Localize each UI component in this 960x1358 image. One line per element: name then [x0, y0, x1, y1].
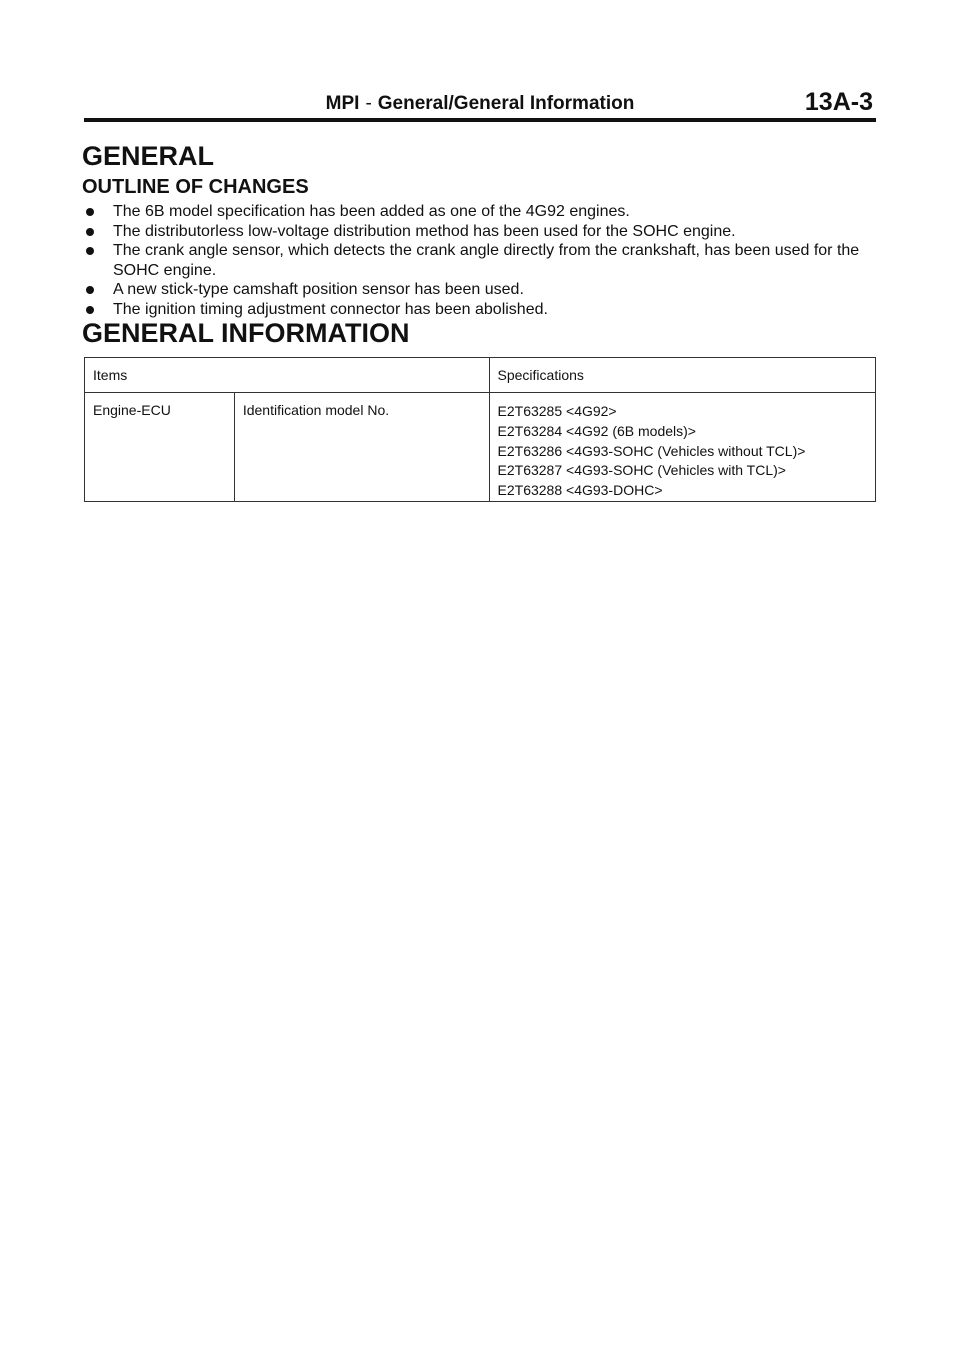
bullet-icon	[86, 247, 94, 255]
header-specifications: Specifications	[489, 358, 875, 393]
spec-line: E2T63286 <4G93-SOHC (Vehicles without TCL)>	[497, 442, 806, 459]
spec-line: E2T63287 <4G93-SOHC (Vehicles with TCL)>	[497, 462, 786, 479]
header-subtitle: General/General Information	[377, 93, 635, 114]
spec-line: E2T63284 <4G92 (6B models)>	[497, 422, 696, 439]
list-item	[84, 222, 884, 242]
header-section: MPI	[325, 93, 360, 114]
spec-line: E2T63285 <4G92>	[497, 403, 617, 419]
list-item-text: The ignition timing adjustment connector has been abolished.	[113, 300, 548, 318]
list-item	[84, 300, 884, 320]
bullet-icon	[86, 306, 94, 314]
spec-line: E2T63288 <4G93-DOHC>	[497, 482, 663, 499]
header-items: Items	[85, 358, 490, 393]
header-divider	[84, 118, 876, 122]
bullet-icon	[86, 228, 94, 236]
cell-item: Engine-ECU	[85, 393, 235, 502]
list-item-text: The 6B model specification has been added as one of the 4G92 engines.	[113, 203, 630, 220]
list-item	[84, 202, 884, 222]
outline-heading: OUTLINE OF CHANGES	[82, 176, 309, 198]
list-item	[84, 280, 884, 300]
list-item-text: A new stick-type camshaft position sensor has been used.	[113, 281, 524, 298]
bullet-icon	[86, 208, 94, 216]
general-information-heading: GENERAL INFORMATION	[82, 318, 410, 348]
cell-subitem: Identification model No.	[234, 393, 489, 502]
outline-list	[84, 202, 884, 319]
bullet-icon	[86, 286, 94, 294]
specifications-table	[84, 357, 876, 502]
page-number: 13A-3	[804, 88, 873, 116]
table-row	[85, 393, 876, 502]
list-item-text: The distributorless low-voltage distribution method has been used for the SOHC engine.	[113, 222, 736, 240]
table-header-row	[85, 358, 876, 393]
list-item-text: The crank angle sensor, which detects the crank angle directly from the crankshaft, has been used for the SOHC engine.	[113, 242, 860, 279]
general-heading: GENERAL	[82, 141, 215, 171]
header-separator: -	[365, 93, 372, 114]
cell-specifications	[489, 393, 875, 502]
list-item	[84, 241, 884, 280]
